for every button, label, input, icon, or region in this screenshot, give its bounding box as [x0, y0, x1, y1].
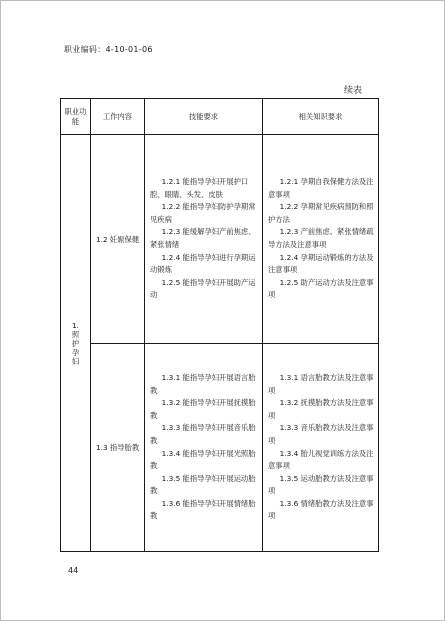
list-item: 1.2.5 助产运动方法及注意事项 [268, 277, 374, 300]
list-item: 1.2.4 孕期运动锻炼的方法及注意事项 [268, 252, 374, 275]
list-item: 1.3.2 抚摸胎教方法及注意事项 [268, 398, 374, 420]
list-item: 1.2.1 能指导孕妇开展护口腔、眼睛、头发、皮肤 [150, 177, 249, 199]
list-item: 1.2.1 孕期自我保健方法及注意事项 [268, 177, 374, 199]
list-item: 1.3.2 能指导孕妇开展抚摸胎教 [150, 398, 256, 420]
header-content: 工作内容 [91, 99, 145, 135]
table-header-row [61, 99, 379, 135]
skills-table [60, 98, 379, 552]
knowledge-cell [263, 135, 379, 344]
list-item: 1.2.3 产前焦虑、紧张情绪疏导方法及注意事项 [268, 227, 374, 249]
table-row [61, 344, 379, 552]
table-row [61, 135, 379, 344]
list-item: 1.2.2 孕期常见疾病预防和照护方法 [268, 202, 374, 224]
list-item: 1.3.3 音乐胎教方法及注意事项 [268, 423, 374, 445]
list-item: 1.3.4 胎儿视觉训练方法及注意事项 [268, 448, 374, 471]
occupation-code: 职业编码：4-10-01-06 [64, 45, 153, 54]
header-function: 职业功能 [61, 99, 91, 135]
list-item: 1.3.5 能指导孕妇开展运动胎教 [150, 473, 256, 496]
header-skills: 技能要求 [145, 99, 263, 135]
list-item: 1.3.4 能指导孕妇开展光照胎教 [150, 448, 256, 471]
list-item: 1.3.3 能指导孕妇开展音乐胎教 [150, 423, 256, 445]
header-knowledge: 相关知识要求 [263, 99, 379, 135]
list-item: 1.2.5 能指导孕妇开展助产运动 [150, 277, 256, 300]
list-item: 1.2.4 能指导孕妇进行孕期运动锻炼 [150, 252, 256, 275]
content-cell: 1.2 妊娠保健 [91, 135, 145, 344]
function-cell [61, 135, 91, 552]
function-text: 1.照护孕妇 [71, 320, 80, 366]
content-cell: 1.3 指导胎教 [91, 344, 145, 552]
skills-cell [145, 135, 263, 344]
list-item: 1.2.2 能指导孕妇防护孕期常见疾病 [150, 202, 256, 224]
list-item: 1.3.6 情绪胎教方法及注意事项 [268, 498, 374, 521]
skills-cell [145, 344, 263, 552]
list-item: 1.3.5 运动胎教方法及注意事项 [268, 473, 374, 496]
page-number: 44 [68, 566, 79, 575]
list-item: 1.2.3 能缓解孕妇产前焦虑、紧张情绪 [150, 227, 256, 249]
list-item: 1.3.1 能指导孕妇开展语言胎教 [150, 372, 256, 395]
list-item: 1.3.6 能指导孕妇开展情绪胎教 [150, 498, 256, 521]
knowledge-cell [263, 344, 379, 552]
list-item: 1.3.1 语言胎教方法及注意事项 [268, 372, 374, 395]
continuation-label: 续表 [344, 86, 363, 96]
